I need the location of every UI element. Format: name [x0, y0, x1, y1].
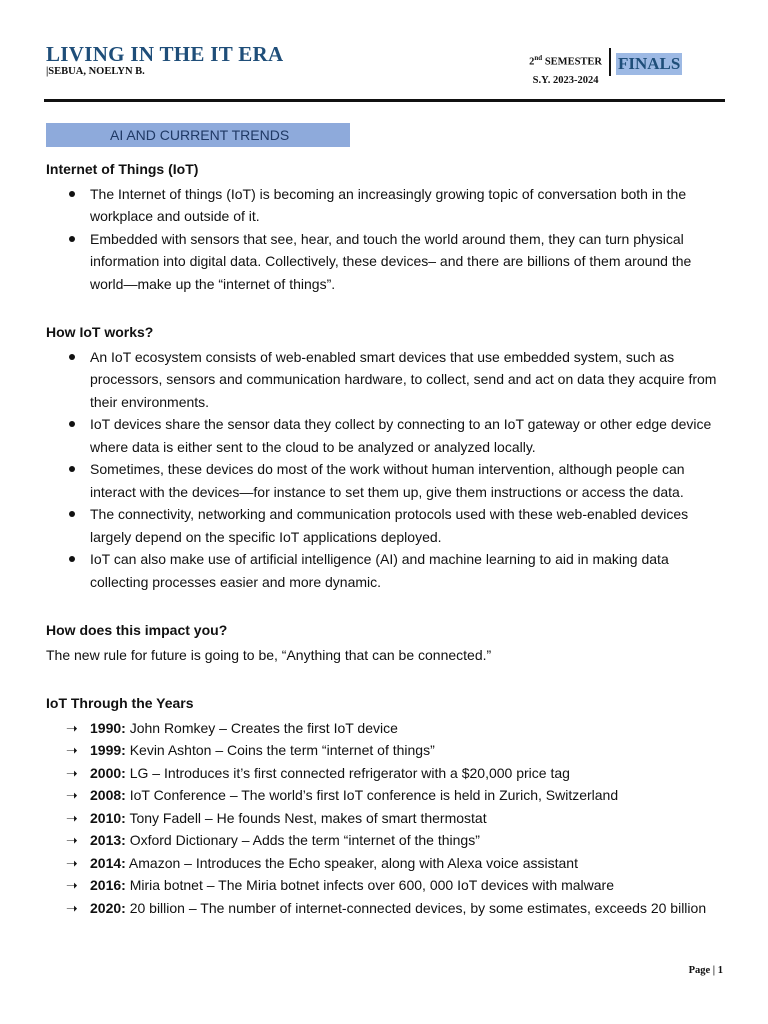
document-title: LIVING IN THE IT ERA — [46, 42, 284, 66]
timeline-item — [46, 874, 726, 897]
timeline-item — [46, 897, 726, 920]
timeline-text: John Romkey – Creates the first IoT device — [125, 719, 398, 736]
timeline-list — [46, 717, 726, 920]
timeline-text: Kevin Ashton – Coins the term “internet of things” — [125, 742, 435, 758]
list-item: IoT devices share the sensor data they collect by connecting to an IoT gateway or other edge device where data is either sent to the cloud to be analyzed or analyzed locally. — [46, 413, 726, 458]
school-year: S.Y. 2023-2024 — [532, 74, 599, 86]
page-number: Page | 1 — [688, 965, 723, 976]
semester-block — [529, 49, 602, 90]
list-item: Embedded with sensors that see, hear, and touch the world around them, they can turn physical information into digital data. Collectively, these devices– and there are billions of them around the world—make up the “internet of things”. — [46, 228, 726, 296]
section-banner: AI AND CURRENT TRENDS — [46, 123, 350, 147]
list-item: The Internet of things (IoT) is becoming an increasingly growing topic of conversation both in the workplace and outside of it. — [46, 183, 726, 228]
term-badge: FINALS — [618, 54, 681, 73]
timeline-year: 1990: — [90, 719, 126, 736]
timeline-item — [46, 739, 726, 762]
iot-heading: Internet of Things (IoT) — [46, 161, 199, 177]
timeline-year: 2020: — [90, 899, 126, 916]
arrow-right-icon: ➝ — [66, 764, 78, 781]
timeline-heading: IoT Through the Years — [46, 695, 194, 711]
how-heading: How IoT works? — [46, 324, 154, 340]
timeline-year: 2008: — [90, 787, 126, 803]
arrow-right-icon: ➝ — [66, 742, 78, 758]
arrow-right-icon: ➝ — [66, 809, 78, 826]
timeline-item — [46, 852, 726, 875]
timeline-year: 2000: — [90, 764, 126, 781]
semester-number: 2 — [529, 56, 535, 68]
iot-list — [46, 183, 726, 296]
timeline-text: IoT Conference – The world’s first IoT conference is held in Zurich, Switzerland — [125, 787, 619, 803]
how-list — [46, 346, 726, 594]
timeline-year: 2016: — [90, 877, 126, 893]
semester-word: SEMESTER — [544, 56, 602, 68]
timeline-year: 2010: — [90, 809, 126, 826]
semester-suffix: nd — [534, 54, 543, 62]
list-item: Sometimes, these devices do most of the work without human intervention, although people can interact with the devices—for instance to set them up, give them instructions or access the data. — [46, 458, 726, 503]
impact-text: The new rule for future is going to be, “Anything that can be connected.” — [46, 646, 492, 663]
timeline-text: Miria botnet – The Miria botnet infects over 600, 000 IoT devices with malware — [125, 877, 614, 893]
timeline-text: Amazon – Introduces the Echo speaker, along with Alexa voice assistant — [125, 854, 578, 871]
timeline-item — [46, 784, 726, 807]
timeline-year: 2013: — [90, 832, 126, 848]
header-divider — [609, 48, 611, 76]
arrow-right-icon: ➝ — [66, 899, 78, 916]
timeline-year: 1999: — [90, 742, 126, 758]
arrow-right-icon: ➝ — [66, 854, 78, 871]
timeline-text: LG – Introduces it’s first connected refrigerator with a $20,000 price tag — [125, 764, 570, 781]
list-item: The connectivity, networking and communication protocols used with these web-enabled devices largely depend on the specific IoT applications deployed. — [46, 503, 726, 548]
timeline-text: 20 billion – The number of internet-connected devices, by some estimates, exceeds 20 billion — [125, 899, 707, 916]
timeline-item — [46, 762, 726, 785]
timeline-item — [46, 807, 726, 830]
document-body — [46, 158, 726, 919]
author-name: |SEBUA, NOELYN B. — [46, 66, 145, 77]
arrow-right-icon: ➝ — [66, 832, 78, 848]
header-rule — [44, 99, 725, 102]
timeline-text: Oxford Dictionary – Adds the term “internet of the things” — [125, 832, 480, 848]
list-item: An IoT ecosystem consists of web-enabled smart devices that use embedded system, such as processors, sensors and communication hardware, to collect, send and act on data they acquire from their environments. — [46, 346, 726, 414]
arrow-right-icon: ➝ — [66, 877, 78, 893]
impact-heading: How does this impact you? — [46, 622, 228, 638]
arrow-right-icon: ➝ — [66, 719, 78, 736]
timeline-item — [46, 717, 726, 740]
semester-label — [529, 49, 602, 72]
timeline-item — [46, 829, 726, 852]
timeline-text: Tony Fadell – He founds Nest, makes of smart thermostat — [125, 809, 487, 826]
timeline-year: 2014: — [90, 854, 126, 871]
arrow-right-icon: ➝ — [66, 787, 78, 803]
list-item: IoT can also make use of artificial intelligence (AI) and machine learning to aid in making data collecting processes easier and more dynamic. — [46, 548, 726, 593]
